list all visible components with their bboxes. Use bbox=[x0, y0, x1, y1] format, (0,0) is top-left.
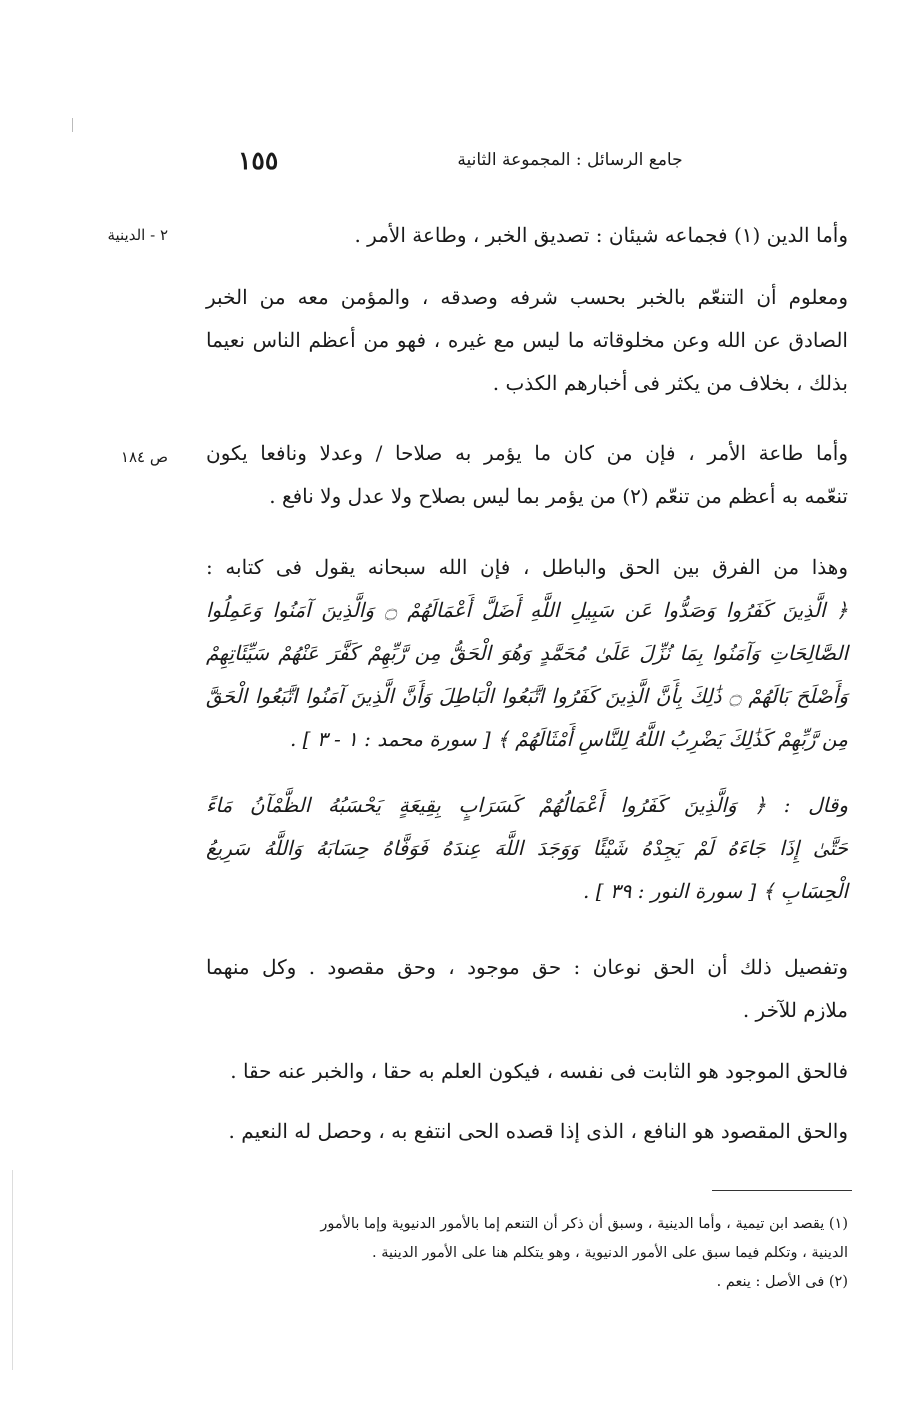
page-edge-line bbox=[12, 1170, 13, 1370]
quran-verse-line: وَأَصْلَحَ بَالَهُمْ ۝ ذَٰلِكَ بِأَنَّ الَّذِينَ كَفَرُوا اتَّبَعُوا الْبَاطِلَ وَأَنَّ الَّذِينَ آمَنُوا اتَّبَعُوا الْحَقَّ bbox=[206, 684, 848, 708]
footnote-separator bbox=[712, 1190, 852, 1191]
text-line: فالحق الموجود هو الثابت فى نفسه ، فيكون العلم به حقا ، والخبر عنه حقا . bbox=[230, 1059, 848, 1083]
scan-mark bbox=[72, 118, 73, 132]
footnotes bbox=[206, 1210, 848, 1297]
running-title: جامع الرسائل : المجموعة الثانية bbox=[457, 150, 683, 170]
text-line: ومعلوم أن التنعّم بالخبر بحسب شرفه وصدقه ، والمؤمن معه من الخبر bbox=[206, 285, 848, 309]
text-line: وتفصيل ذلك أن الحق نوعان : حق موجود ، وحق مقصود . وكل منهما bbox=[206, 955, 848, 979]
paragraph-intended-truth bbox=[206, 1110, 848, 1153]
paragraph-news-enjoyment bbox=[206, 276, 848, 405]
footnote-line: (٢) فى الأصل : ينعم . bbox=[716, 1274, 848, 1290]
quran-verse-line: حَتَّىٰ إِذَا جَاءَهُ لَمْ يَجِدْهُ شَيْئًا وَوَجَدَ اللَّهَ عِندَهُ فَوَفَّاهُ حِسَابَهُ وَاللَّهُ سَرِيعُ bbox=[206, 836, 848, 860]
quran-verse-line: الْحِسَابِ ﴾ [ سورة النور : ٣٩ ] . bbox=[583, 879, 848, 903]
text-line: تنعّمه به أعظم من تنعّم (٢) من يؤمر بما ليس بصلاح ولا عدل ولا نافع . bbox=[269, 484, 848, 508]
footnote-line: الدينية ، وتكلم فيما سبق على الأمور الدنيوية ، وهو يتكلم هنا على الأمور الدينية . bbox=[372, 1245, 848, 1261]
paragraph-mirage-verse bbox=[206, 784, 848, 913]
quran-verse-line: ﴿ الَّذِينَ كَفَرُوا وَصَدُّوا عَن سَبِيلِ اللَّهِ أَضَلَّ أَعْمَالَهُمْ ۝ وَالَّذِينَ آمَنُوا وَعَمِلُوا bbox=[206, 598, 848, 622]
paragraph-truth-falsehood bbox=[206, 546, 848, 761]
text-line: ملازم للآخر . bbox=[742, 998, 848, 1022]
margin-page-reference: ص ١٨٤ bbox=[120, 448, 168, 466]
footnote-line: (١) يقصد ابن تيمية ، وأما الدينية ، وسبق أن ذكر أن التنعم إما بالأمور الدنيوية وإما بالأمور bbox=[320, 1216, 848, 1232]
quran-verse-line: الصَّالِحَاتِ وَآمَنُوا بِمَا نُزِّلَ عَلَىٰ مُحَمَّدٍ وَهُوَ الْحَقُّ مِن رَّبِّهِمْ كَفَّرَ عَنْهُمْ سَيِّئَاتِهِمْ bbox=[206, 641, 848, 665]
quran-verse-line: وقال : ﴿ وَالَّذِينَ كَفَرُوا أَعْمَالُهُمْ كَسَرَابٍ بِقِيعَةٍ يَحْسَبُهُ الظَّمْآنُ مَاءً bbox=[206, 793, 848, 817]
paragraph-two-kinds bbox=[206, 946, 848, 1032]
paragraph-obedience bbox=[206, 432, 848, 518]
text-line: وهذا من الفرق بين الحق والباطل ، فإن الله سبحانه يقول فى كتابه : bbox=[206, 555, 848, 579]
text-line: الصادق عن الله وعن مخلوقاته ما ليس مع غيره ، فهو من أعظم الناس نعيما bbox=[206, 328, 848, 352]
paragraph-existing-truth bbox=[206, 1050, 848, 1093]
text-line: وأما طاعة الأمر ، فإن من كان ما يؤمر به صلاحا / وعدلا ونافعا يكون bbox=[206, 441, 848, 465]
text-line: وأما الدين (١) فجماعه شيئان : تصديق الخبر ، وطاعة الأمر . bbox=[354, 223, 848, 247]
text-line: بذلك ، بخلاف من يكثر فى أخبارهم الكذب . bbox=[492, 371, 848, 395]
margin-section-label: ٢ - الدينية bbox=[107, 226, 168, 244]
paragraph-religion bbox=[206, 214, 848, 257]
page-number: ١٥٥ bbox=[238, 146, 279, 175]
text-line: والحق المقصود هو النافع ، الذى إذا قصده الحى انتفع به ، وحصل له النعيم . bbox=[228, 1119, 848, 1143]
quran-verse-line: مِن رَّبِّهِمْ كَذَٰلِكَ يَضْرِبُ اللَّهُ لِلنَّاسِ أَمْثَالَهُمْ ﴾ [ سورة محمد : ١ - ٣ ] . bbox=[289, 727, 848, 751]
